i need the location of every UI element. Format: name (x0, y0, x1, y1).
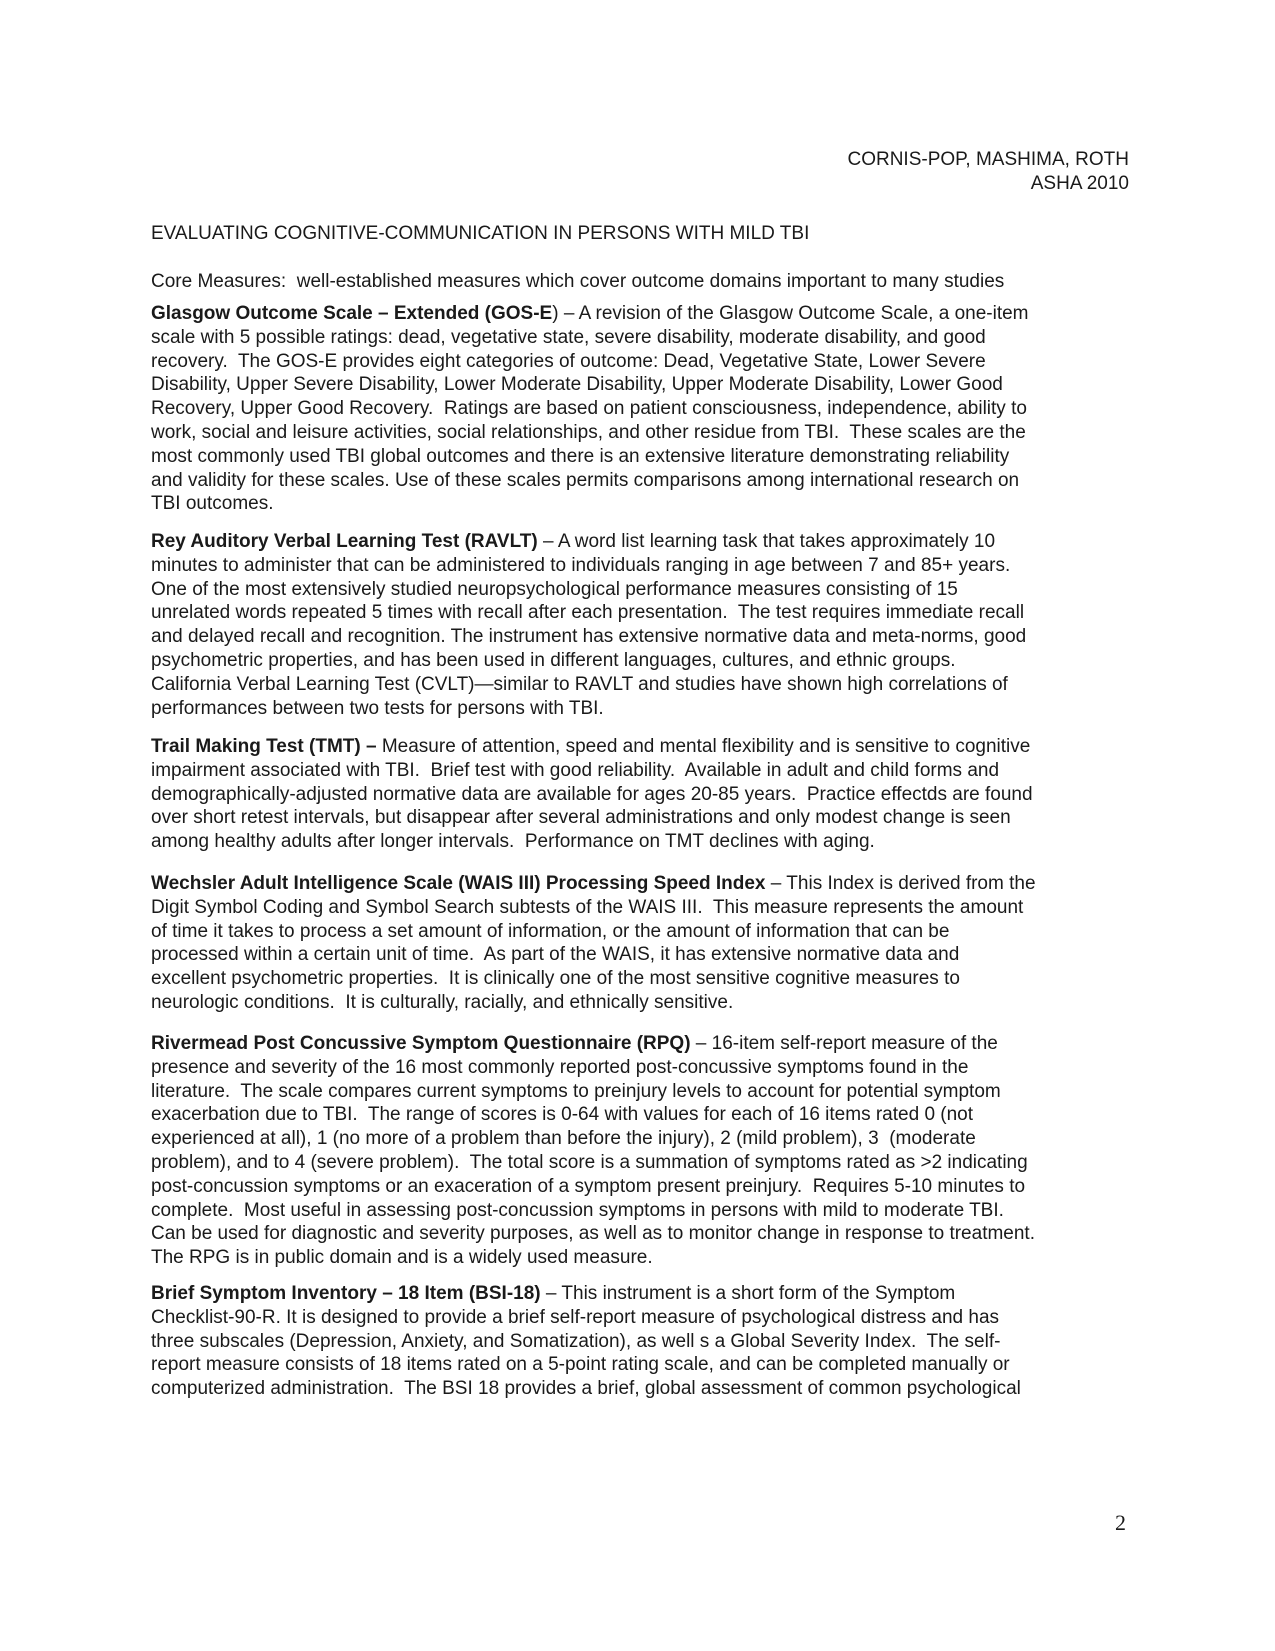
page-number: 2 (1115, 1510, 1126, 1535)
section-line: Recovery, Upper Good Recovery. Ratings are based on patient consciousness, independence, ability to (151, 398, 1027, 420)
page-header (847, 148, 1129, 196)
section-gos-e (151, 302, 1131, 516)
section-line: neurologic conditions. It is culturally, racially, and ethnically sensitive. (151, 991, 734, 1013)
section-line: Trail Making Test (TMT) – Measure of attention, speed and mental flexibility and is sensitive to cognitive (151, 736, 1031, 757)
section-line: three subscales (Depression, Anxiety, and Somatization), as well s a Global Severity Index. The self- (151, 1330, 1001, 1352)
section-line: experienced at all), 1 (no more of a problem than before the injury), 2 (mild problem), 3 (moderate (151, 1128, 976, 1150)
section-line: impairment associated with TBI. Brief test with good reliability. Available in adult and child forms and (151, 759, 1000, 781)
section-line: Rivermead Post Concussive Symptom Questionnaire (RPQ) – 16-item self-report measure of the (151, 1033, 998, 1054)
section-line: recovery. The GOS-E provides eight categories of outcome: Dead, Vegetative State, Lower Severe (151, 350, 986, 372)
section-line: Checklist-90-R. It is designed to provide a brief self-report measure of psychological distress and has (151, 1306, 1000, 1328)
section-line: The RPG is in public domain and is a widely used measure. (151, 1247, 653, 1269)
section-line: and validity for these scales. Use of these scales permits comparisons among international research on (151, 469, 1020, 491)
section-heading: Brief Symptom Inventory – 18 Item (BSI-18) (151, 1283, 541, 1304)
section-line: performances between two tests for persons with TBI. (151, 697, 604, 719)
section-line: psychometric properties, and has been used in different languages, cultures, and ethnic groups. (151, 649, 956, 671)
document-title: EVALUATING COGNITIVE-COMMUNICATION IN PERSONS WITH MILD TBI (151, 223, 810, 244)
intro-text: Core Measures: well-established measures which cover outcome domains important to many studies (151, 271, 1005, 292)
section-rpq (151, 1032, 1131, 1270)
section-line: unrelated words repeated 5 times with recall after each presentation. The test requires immediate recall (151, 602, 1025, 624)
section-heading: Glasgow Outcome Scale – Extended (GOS-E (151, 303, 553, 324)
section-line: TBI outcomes. (151, 493, 274, 515)
section-line: exacerbation due to TBI. The range of scores is 0-64 with values for each of 16 items rated 0 (not (151, 1104, 974, 1126)
section-line: Digit Symbol Coding and Symbol Search subtests of the WAIS III. This measure represents the amount (151, 896, 1024, 918)
section-line: demographically-adjusted normative data are available for ages 20-85 years. Practice effectds are found (151, 783, 1033, 805)
section-ravlt (151, 530, 1131, 720)
section-line: over short retest intervals, but disappear after several administrations and only modest change is seen (151, 807, 1011, 829)
section-line: most commonly used TBI global outcomes and there is an extensive literature demonstrating reliability (151, 445, 1010, 467)
section-line: Glasgow Outcome Scale – Extended (GOS-E) – A revision of the Glasgow Outcome Scale, a one-item (151, 303, 1029, 324)
section-line: presence and severity of the 16 most commonly reported post-concussive symptoms found in the (151, 1056, 969, 1078)
section-line: excellent psychometric properties. It is clinically one of the most sensitive cognitive measures to (151, 968, 960, 990)
section-heading: Rivermead Post Concussive Symptom Questionnaire (RPQ) (151, 1033, 691, 1054)
section-line: Wechsler Adult Intelligence Scale (WAIS III) Processing Speed Index – This Index is derived from the (151, 873, 1036, 894)
section-line: computerized administration. The BSI 18 provides a brief, global assessment of common psychological (151, 1378, 1021, 1400)
section-line: scale with 5 possible ratings: dead, vegetative state, severe disability, moderate disability, and good (151, 326, 986, 348)
section-line: problem), and to 4 (severe problem). The total score is a summation of symptoms rated as >2 indicating (151, 1151, 1028, 1173)
section-heading: Trail Making Test (TMT) – (151, 736, 377, 757)
section-heading: Rey Auditory Verbal Learning Test (RAVLT) (151, 531, 538, 552)
section-line: complete. Most useful in assessing post-concussion symptoms in persons with mild to moderate TBI. (151, 1199, 1004, 1221)
section-line: processed within a certain unit of time. As part of the WAIS, it has extensive normative data and (151, 944, 960, 966)
section-line: Disability, Upper Severe Disability, Lower Moderate Disability, Upper Moderate Disability, Lower Good (151, 374, 1003, 396)
section-line: California Verbal Learning Test (CVLT)—similar to RAVLT and studies have shown high correlations of (151, 673, 1008, 695)
section-line: and delayed recall and recognition. The instrument has extensive normative data and meta-norms, good (151, 626, 1027, 648)
section-line: Can be used for diagnostic and severity purposes, as well as to monitor change in response to treatment. (151, 1223, 1035, 1245)
section-line: report measure consists of 18 items rated on a 5-point rating scale, and can be completed manually or (151, 1354, 1010, 1376)
section-wais (151, 872, 1131, 1015)
header-conference: ASHA 2010 (1030, 173, 1129, 194)
section-tmt (151, 735, 1131, 854)
section-line: of time it takes to process a set amount of information, or the amount of information that can be (151, 920, 950, 942)
section-line: work, social and leisure activities, social relationships, and other residue from TBI. These scales are the (151, 421, 1026, 443)
section-heading: Wechsler Adult Intelligence Scale (WAIS III) Processing Speed Index (151, 873, 766, 894)
section-line: Brief Symptom Inventory – 18 Item (BSI-18) – This instrument is a short form of the Symptom (151, 1283, 956, 1304)
section-line: Rey Auditory Verbal Learning Test (RAVLT) – A word list learning task that takes approximately 10 (151, 531, 996, 552)
section-bsi-18 (151, 1282, 1131, 1401)
section-line: post-concussion symptoms or an exaceration of a symptom present preinjury. Requires 5-10 minutes to (151, 1175, 1026, 1197)
section-line: literature. The scale compares current symptoms to preinjury levels to account for potential symptom (151, 1080, 1001, 1102)
section-line: minutes to administer that can be administered to individuals ranging in age between 7 and 85+ years. (151, 554, 1011, 576)
section-line: among healthy adults after longer intervals. Performance on TMT declines with aging. (151, 831, 875, 853)
section-line: One of the most extensively studied neuropsychological performance measures consisting of 15 (151, 578, 958, 600)
header-authors: CORNIS-POP, MASHIMA, ROTH (847, 149, 1129, 170)
